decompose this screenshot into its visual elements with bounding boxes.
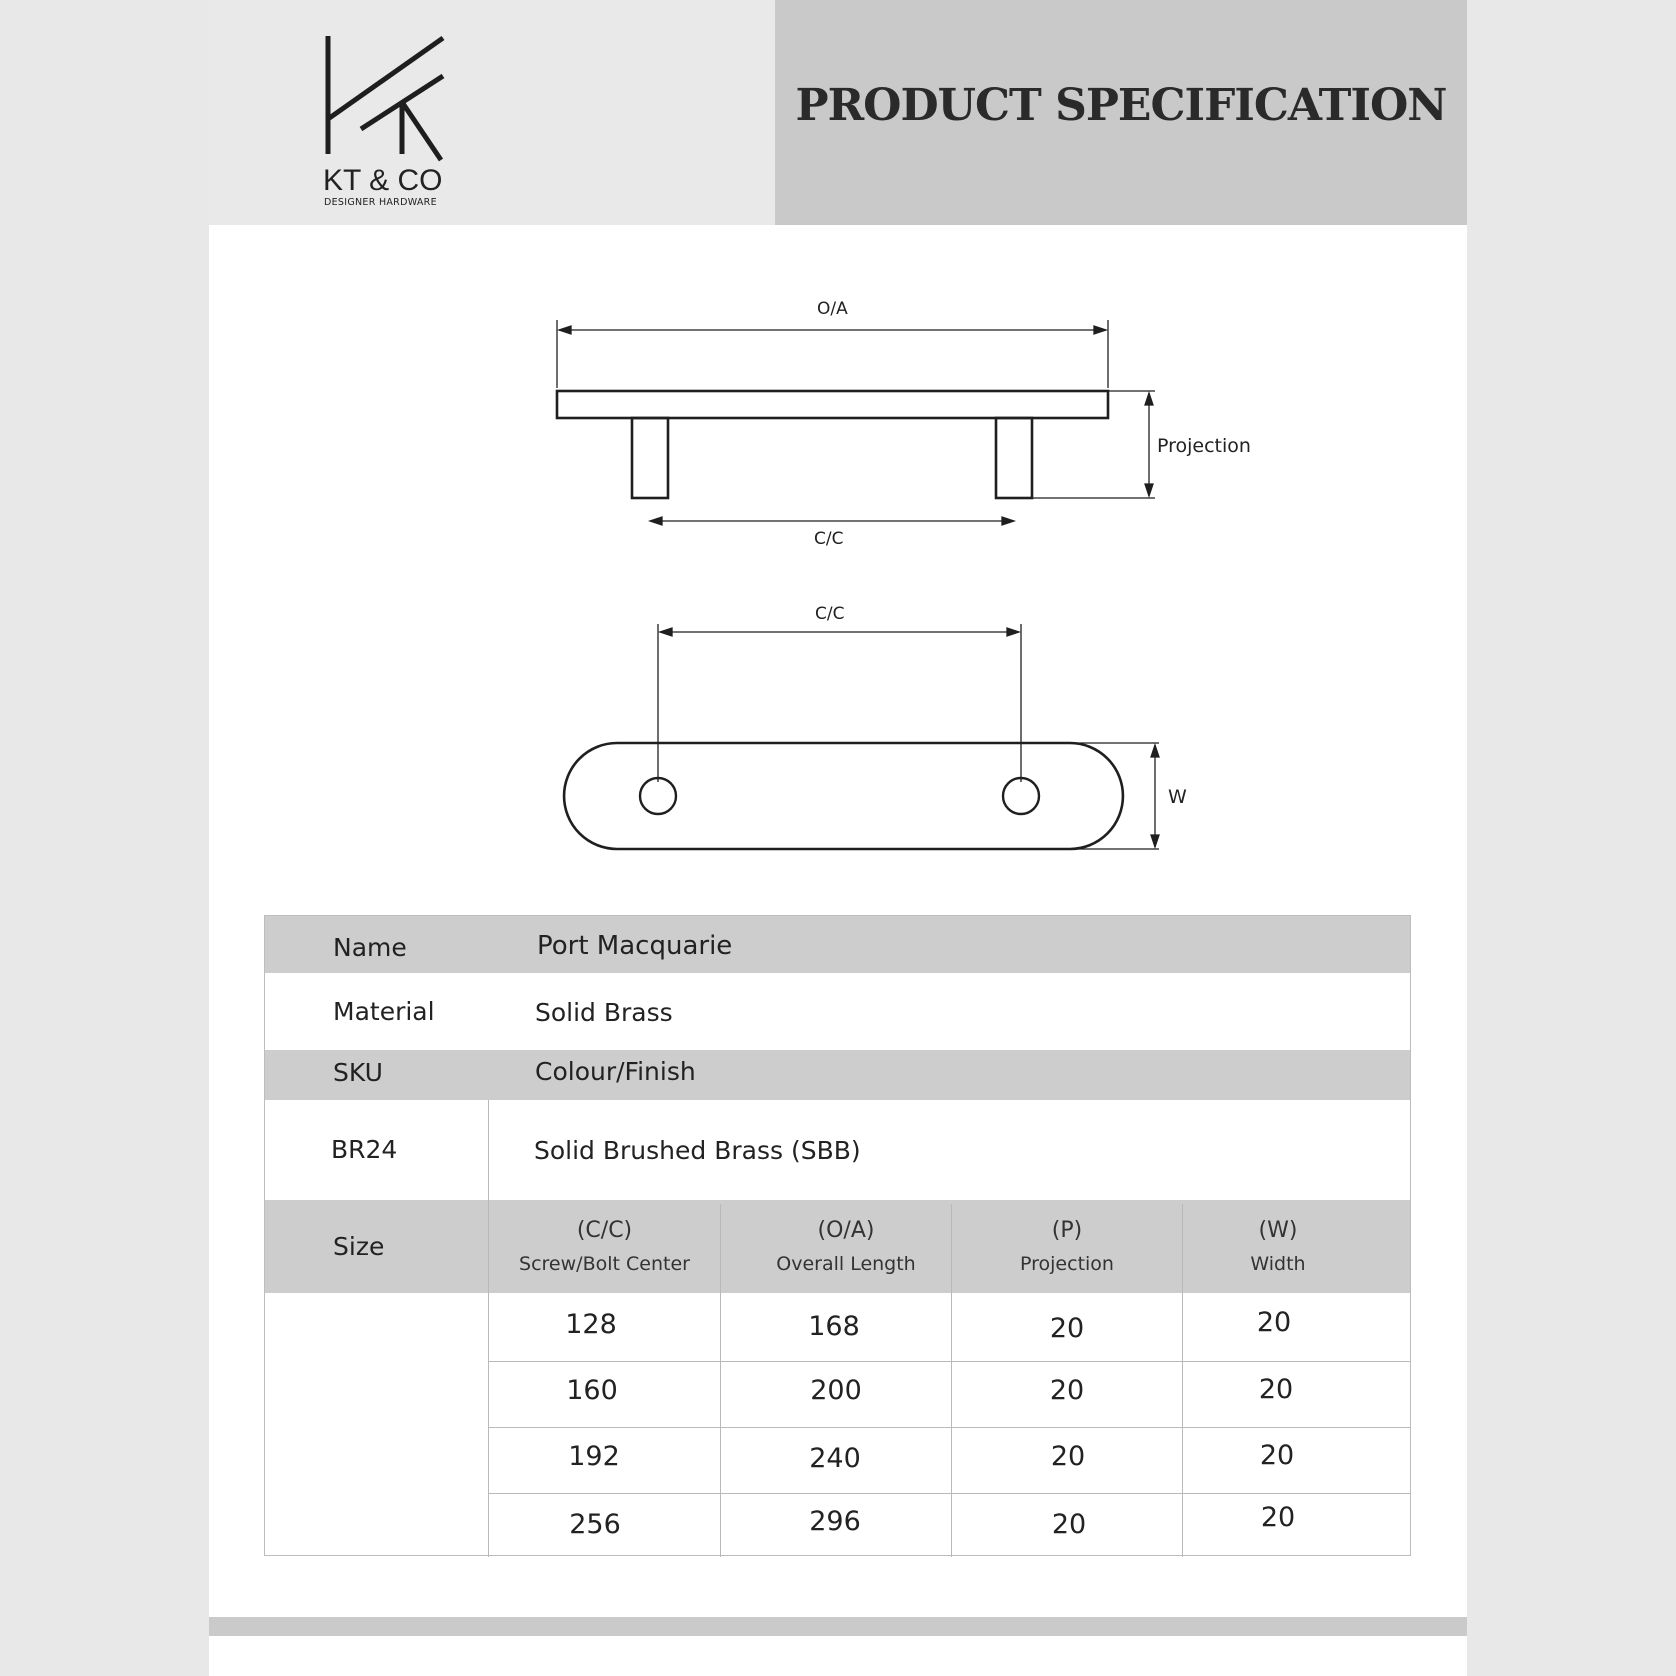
cc-dimension-top — [658, 624, 1021, 782]
name-value: Port Macquarie — [537, 931, 733, 961]
col-header-p-code: (P) — [1051, 1218, 1083, 1243]
size-label: Size — [333, 1232, 385, 1261]
col-header-oa-desc: Overall Length — [776, 1253, 916, 1275]
footer-band — [209, 1617, 1467, 1636]
col-header-w-desc: Width — [1250, 1253, 1306, 1275]
col-header-cc — [489, 1218, 720, 1275]
name-row — [265, 916, 1410, 973]
material-label: Material — [333, 997, 435, 1026]
width-dimension — [1070, 743, 1159, 849]
handle-bar — [557, 391, 1108, 418]
sku-label: SKU — [333, 1058, 383, 1087]
width-value: 20 — [1256, 1307, 1292, 1338]
overall-length-dimension — [557, 320, 1108, 388]
col-header-p — [952, 1218, 1182, 1275]
finish-value: Solid Brushed Brass (SBB) — [534, 1136, 861, 1165]
col-header-oa-code: (O/A) — [817, 1218, 875, 1243]
row-divider-1 — [488, 1361, 1410, 1362]
brand-name: KT & CO — [323, 164, 443, 197]
row-divider-3 — [488, 1493, 1410, 1494]
width-value: 20 — [1258, 1374, 1294, 1405]
cc-value: 160 — [566, 1375, 618, 1406]
finish-label: Colour/Finish — [535, 1057, 696, 1086]
cc-value: 192 — [568, 1441, 620, 1472]
cc-value: 256 — [569, 1509, 621, 1540]
screw-hole-right — [1003, 778, 1039, 814]
col-header-w-code: (W) — [1258, 1218, 1298, 1243]
width-value: 20 — [1259, 1440, 1295, 1471]
page-title: PRODUCT SPECIFICATION — [795, 80, 1447, 131]
sku-value: BR24 — [331, 1135, 398, 1164]
projection-value: 20 — [1049, 1375, 1085, 1406]
screw-hole-left — [640, 778, 676, 814]
width-value: 20 — [1260, 1502, 1296, 1533]
oa-value: 168 — [808, 1311, 860, 1342]
col-header-w — [1183, 1218, 1373, 1275]
brand-tagline: DESIGNER HARDWARE — [324, 197, 437, 208]
overall-length-label: O/A — [817, 299, 848, 319]
projection-value: 20 — [1051, 1509, 1087, 1540]
name-label: Name — [333, 933, 407, 962]
projection-dimension — [1032, 391, 1155, 498]
divider-first-col — [488, 1100, 489, 1557]
oa-value: 296 — [809, 1506, 861, 1537]
handle-leg-left — [632, 418, 668, 498]
col-header-cc-desc: Screw/Bolt Center — [519, 1253, 690, 1275]
handle-leg-right — [996, 418, 1032, 498]
row-divider-2 — [488, 1427, 1410, 1428]
sku-header-row — [265, 1050, 1410, 1100]
cc-dimension-side — [650, 517, 1014, 525]
col-header-oa — [721, 1218, 971, 1275]
col-header-cc-code: (C/C) — [576, 1218, 633, 1243]
material-value: Solid Brass — [535, 998, 673, 1027]
cc-value: 128 — [565, 1309, 617, 1340]
oa-value: 240 — [809, 1443, 861, 1474]
projection-value: 20 — [1049, 1313, 1085, 1344]
projection-label: Projection — [1157, 435, 1251, 457]
col-header-p-desc: Projection — [1020, 1253, 1114, 1275]
cc-label-top: C/C — [815, 604, 845, 624]
handle-drawing — [209, 0, 1467, 900]
cc-label-side: C/C — [814, 529, 844, 549]
width-label: W — [1168, 786, 1187, 808]
oa-value: 200 — [810, 1375, 862, 1406]
projection-value: 20 — [1050, 1441, 1086, 1472]
spec-table — [264, 915, 1411, 1556]
